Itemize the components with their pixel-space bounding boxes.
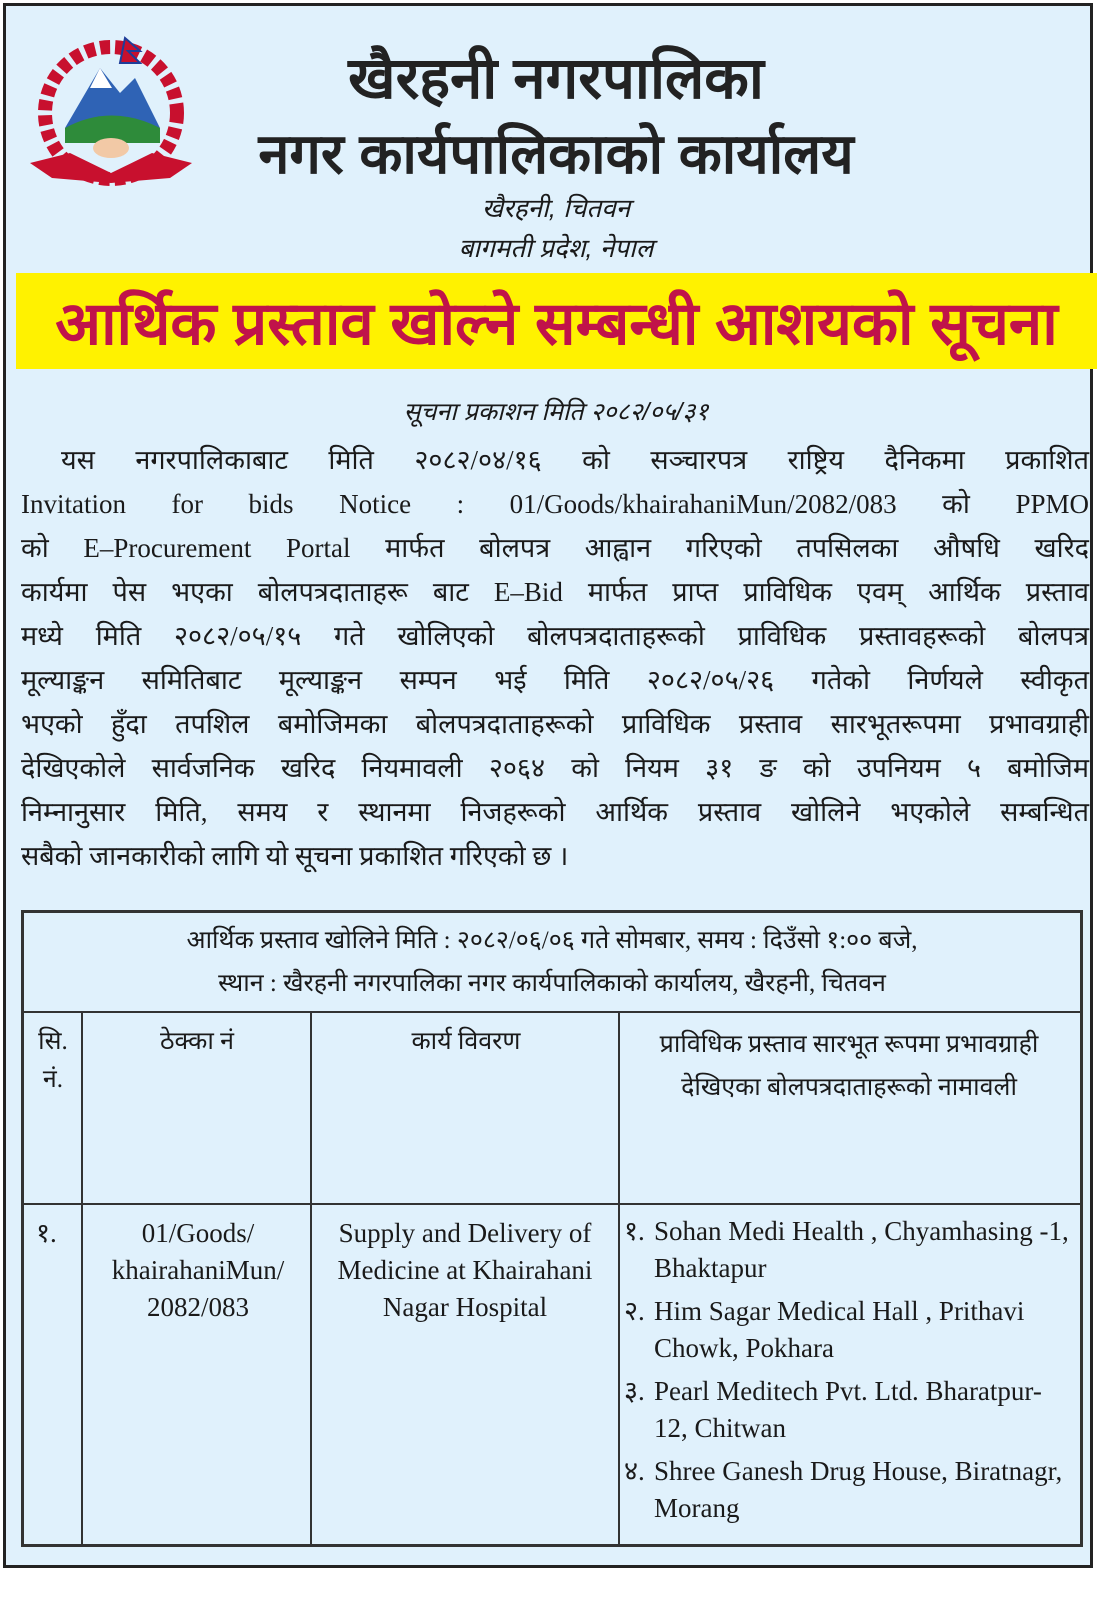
row-description: Supply and Delivery of Medicine at Khairahani Nagar Hospital (337, 1218, 593, 1322)
header-description: कार्य विवरण (411, 1028, 521, 1055)
bidder-number: ४. (624, 1456, 645, 1486)
body-line: निम्नानुसार मिति, समय र स्थानमा निजहरूको आर्थिक प्रस्ताव खोलिने भएकोले सम्बन्धित (21, 797, 1089, 827)
body-line: यस नगरपालिकाबाट मिति २०८२/०४/१६ को सञ्चारपत्र राष्ट्रिय दैनिकमा प्रकाशित (61, 445, 1089, 475)
bidder-name: Him Sagar Medical Hall , Prithavi Chowk, Pokhara (654, 1296, 1025, 1363)
body-line: भएको हुँदा तपशिल बमोजिमका बोलपत्रदाताहरूको प्राविधिक प्रस्ताव सारभूतरूपमा प्रभावग्राही (21, 709, 1089, 739)
opening-info (24, 913, 1080, 1013)
bidder-item (624, 1213, 1074, 1287)
body-line: मूल्याङ्कन समितिबाट मूल्याङ्कन सम्पन भई मिति २०८२/०५/२६ गतेको निर्णयले स्वीकृत (21, 665, 1089, 695)
bidder-item (624, 1373, 1074, 1447)
header-serial: सि. नं. (38, 1028, 68, 1093)
row-contract-no: 01/Goods/ khairahaniMun/ 2082/083 (111, 1218, 285, 1322)
bidders-table (21, 910, 1083, 1547)
column-divider (81, 1013, 83, 1544)
bidder-name: Pearl Meditech Pvt. Ltd. Bharatpur-12, Chitwan (654, 1376, 1042, 1443)
notice-title: आर्थिक प्रस्ताव खोल्ने सम्बन्धी आशयको सूचना (55, 290, 1058, 357)
row-serial: १. (36, 1218, 57, 1248)
notice-page (3, 3, 1093, 1568)
opening-date-time: आर्थिक प्रस्ताव खोलिने मिति : २०८२/०६/०६ गते सोमबार, समय : दिउँसो १:०० बजे, (186, 927, 918, 954)
header-row-divider (24, 1203, 1080, 1205)
notice-body (21, 438, 1089, 878)
bidder-name: Shree Ganesh Drug House, Biratnagr, Morang (654, 1456, 1063, 1523)
address-line-1: खैरहनी, चितवन (481, 193, 631, 223)
bidder-number: २. (624, 1296, 645, 1326)
body-line: Invitation for bids Notice : 01/Goods/khairahaniMun/2082/083 को PPMO (21, 489, 1089, 519)
bidder-number: १. (624, 1216, 645, 1246)
column-divider (310, 1013, 312, 1544)
office-name: नगर कार्यपालिकाको कार्यालय (258, 122, 854, 185)
body-line: मध्ये मिति २०८२/०५/१५ गते खोलिएको बोलपत्रदाताहरूको प्राविधिक प्रस्तावहरूको बोलपत्र (21, 621, 1089, 651)
opening-location: स्थान : खैरहनी नगरपालिका नगर कार्यपालिकाको कार्यालय, खैरहनी, चितवन (218, 970, 886, 997)
publication-date: सूचना प्रकाशन मिति २०८२/०५/३१ (403, 398, 709, 426)
notice-title-band (16, 273, 1097, 369)
body-line: कार्यमा पेस भएका बोलपत्रदाताहरू बाट E–Bid मार्फत प्राप्त प्राविधिक एवम् आर्थिक प्रस्ताव (21, 577, 1089, 607)
body-line: सबैको जानकारीको लागि यो सूचना प्रकाशित गरिएको छ । (21, 841, 569, 871)
bidder-item (624, 1293, 1074, 1367)
bidder-number: ३. (624, 1376, 645, 1406)
bidder-name: Sohan Medi Health , Chyamhasing -1, Bhaktapur (654, 1216, 1069, 1283)
nepal-government-emblem (20, 33, 202, 188)
body-line: देखिएकोले सार्वजनिक खरिद नियमावली २०६४ को नियम ३१ ङ को उपनियम ५ बमोजिम (21, 753, 1089, 783)
column-divider (618, 1013, 620, 1544)
header-contract-no: ठेक्का नं (160, 1028, 234, 1055)
body-line: को E–Procurement Portal मार्फत बोलपत्र आह्वान गरिएको तपसिलका औषधि खरिद (21, 533, 1089, 563)
bidder-list (624, 1213, 1074, 1533)
bidder-item (624, 1453, 1074, 1527)
address-line-2: बागमती प्रदेश, नेपाल (458, 233, 654, 263)
header-bidders: प्राविधिक प्रस्ताव सारभूत रूपमा प्रभावग्राही देखिएका बोलपत्रदाताहरूको नामावली (659, 1031, 1039, 1101)
municipality-name: खैरहनी नगरपालिका (348, 46, 764, 111)
